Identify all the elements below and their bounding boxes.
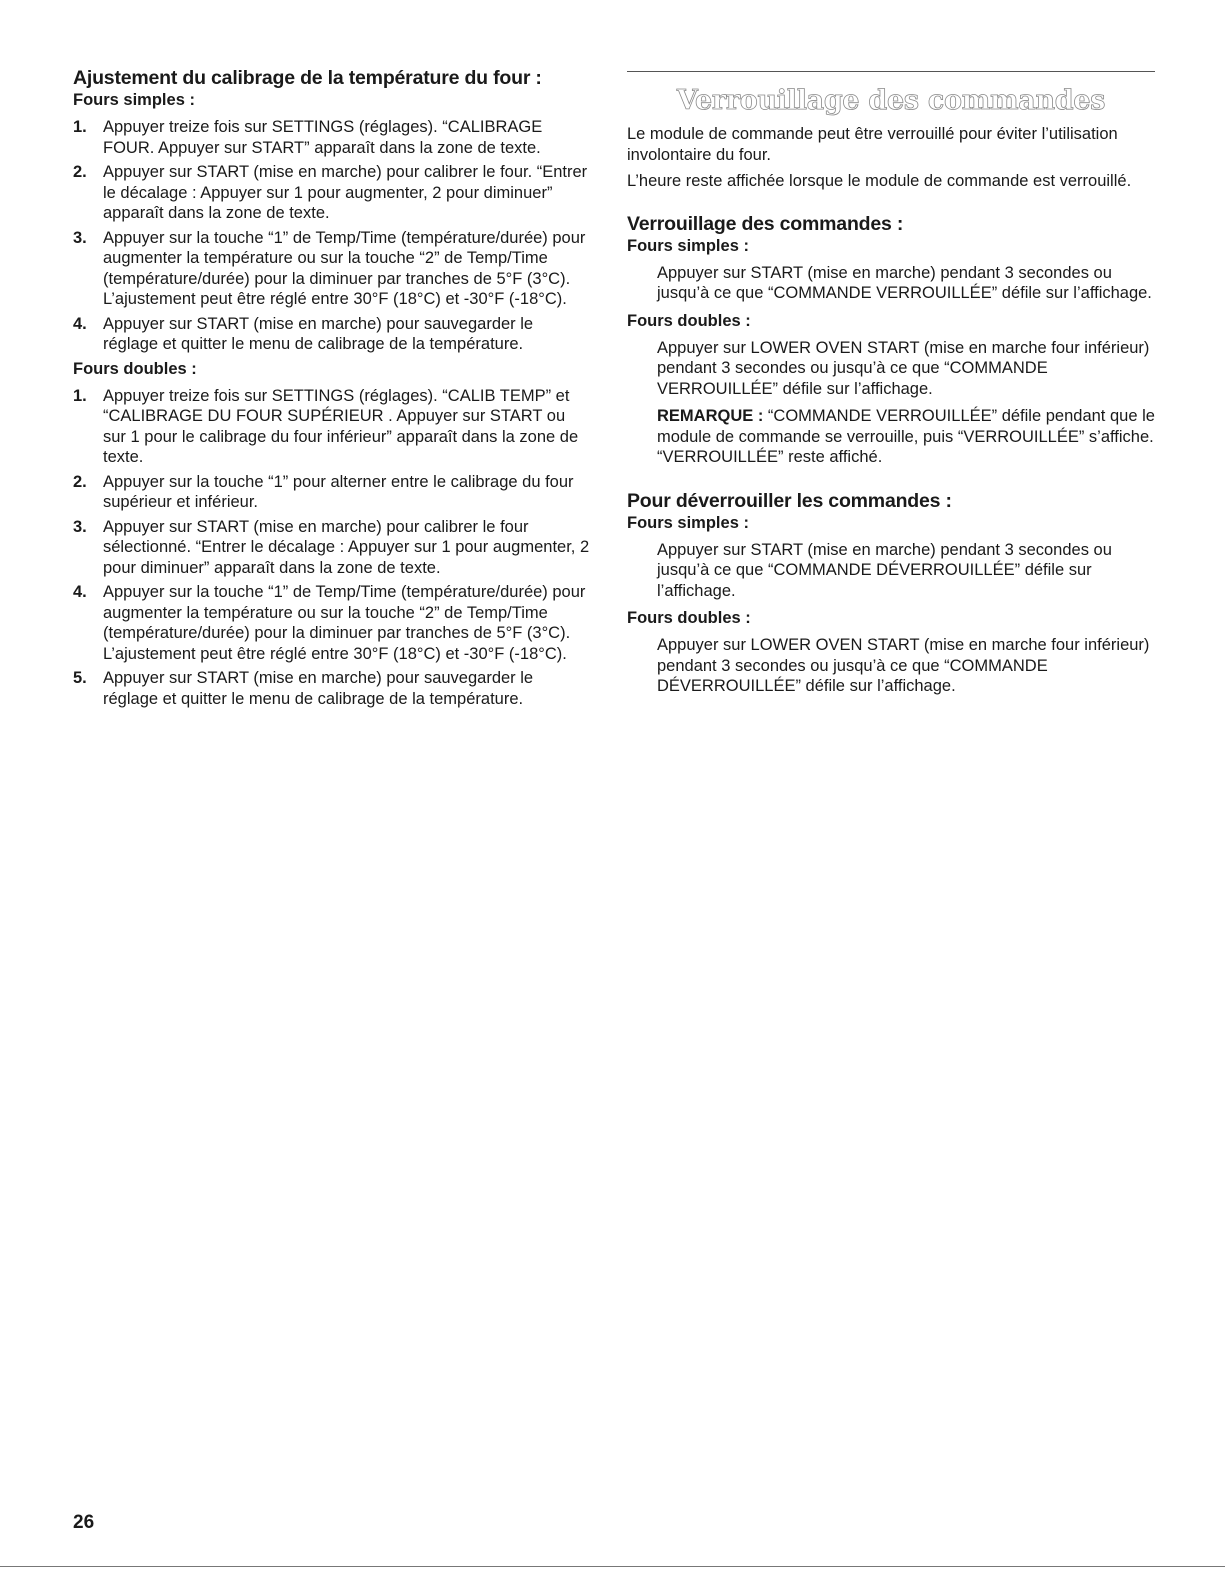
lock-simple-label: Fours simples : (627, 236, 749, 255)
lock-double-label: Fours doubles : (627, 311, 751, 330)
step-number: 2. (73, 163, 87, 181)
section-title: Verrouillage des commandes (676, 85, 1106, 116)
step-number: 5. (73, 669, 87, 687)
note-text: “COMMANDE VERROUILLÉE” défile pendant que le module de commande se verrouille, puis “VERROUILLÉE” s’affiche. “VERROUILLÉE” reste affiché. (657, 407, 1155, 466)
double-ovens-label: Fours doubles : (73, 359, 197, 378)
left-column (73, 66, 590, 713)
step-text: Appuyer sur la touche “1” de Temp/Time (température/durée) pour augmenter la température ou sur la touche “2” de Temp/Time (température/durée) pour la diminuer par tranches de 5°F (3°C). L’ajustement peut être réglé entre 30°F (18°C) et -30°F (-18°C). (103, 583, 586, 663)
page-bottom-rule (0, 1566, 1225, 1567)
list-item (73, 117, 590, 158)
right-column (627, 71, 1155, 704)
simple-ovens-steps (73, 117, 590, 355)
section-divider (627, 71, 1155, 72)
calibration-heading: Ajustement du calibrage de la température du four : (73, 67, 542, 89)
step-text: Appuyer sur START (mise en marche) pour calibrer le four sélectionné. “Entrer le décalage : Appuyer sur 1 pour augmenter, 2 pour diminuer” apparaît dans la zone de texte. (103, 517, 590, 577)
step-number: 4. (73, 583, 87, 601)
step-text: Appuyer sur la touche “1” pour alterner entre le calibrage du four supérieur et inférieur. (103, 472, 574, 511)
step-text: Appuyer sur START (mise en marche) pour sauvegarder le réglage et quitter le menu de calibrage de la température. (103, 669, 534, 708)
step-text: Appuyer sur START (mise en marche) pour calibrer le four. “Entrer le décalage : Appuyer sur 1 pour augmenter, 2 pour diminuer” apparaît dans la zone de texte. (103, 163, 588, 222)
list-item (73, 582, 590, 664)
list-item (73, 228, 590, 310)
step-number: 2. (73, 472, 87, 491)
step-number: 1. (73, 118, 87, 136)
lock-note (627, 406, 1155, 468)
intro-paragraph: L’heure reste affichée lorsque le module de commande est verrouillé. (627, 172, 1132, 190)
lock-heading: Verrouillage des commandes : (627, 212, 904, 235)
step-text: Appuyer treize fois sur SETTINGS (réglages). “CALIBRAGE FOUR. Appuyer sur START” apparaît dans la zone de texte. (103, 118, 543, 157)
step-number: 3. (73, 228, 87, 247)
step-number: 4. (73, 314, 87, 333)
note-label: REMARQUE : (657, 407, 764, 425)
simple-ovens-label: Fours simples : (73, 91, 195, 109)
step-text: Appuyer treize fois sur SETTINGS (réglages). “CALIB TEMP” et “CALIBRAGE DU FOUR SUPÉRIEUR . Appuyer sur START ou sur 1 pour le calibrage du four inférieur” apparaît dans la zone de texte. (103, 386, 579, 466)
list-item (73, 472, 590, 513)
intro-paragraph: Le module de commande peut être verrouillé pour éviter l’utilisation involontaire du four. (627, 125, 1118, 164)
page-number: 26 (73, 1512, 95, 1533)
list-item (73, 517, 590, 579)
step-text: Appuyer sur la touche “1” de Temp/Time (température/durée) pour augmenter la température ou sur la touche “2” de Temp/Time (température/durée) pour la diminuer par tranches de 5°F (3°C). L’ajustement peut être réglé entre 30°F (18°C) et -30°F (-18°C). (103, 228, 586, 308)
unlock-double-text: Appuyer sur LOWER OVEN START (mise en marche four inférieur) pendant 3 secondes ou jusqu’à ce que “COMMANDE DÉVERROUILLÉE” défile sur l’affichage. (657, 636, 1150, 695)
double-ovens-steps (73, 386, 590, 710)
unlock-double-label: Fours doubles : (627, 609, 751, 627)
lock-double-text: Appuyer sur LOWER OVEN START (mise en marche four inférieur) pendant 3 secondes ou jusqu’à ce que “COMMANDE VERROUILLÉE” défile sur l’affichage. (657, 338, 1150, 398)
step-number: 3. (73, 517, 87, 536)
step-number: 1. (73, 386, 87, 405)
unlock-simple-text: Appuyer sur START (mise en marche) pendant 3 secondes ou jusqu’à ce que “COMMANDE DÉVERROUILLÉE” défile sur l’affichage. (657, 540, 1112, 600)
unlock-heading: Pour déverrouiller les commandes : (627, 489, 952, 512)
step-text: Appuyer sur START (mise en marche) pour sauvegarder le réglage et quitter le menu de calibrage de la température. (103, 314, 534, 353)
list-item (73, 668, 590, 709)
list-item (73, 386, 590, 468)
lock-simple-text: Appuyer sur START (mise en marche) pendant 3 secondes ou jusqu’à ce que “COMMANDE VERROUILLÉE” défile sur l’affichage. (657, 263, 1152, 302)
unlock-simple-label: Fours simples : (627, 513, 749, 532)
list-item (73, 162, 590, 224)
list-item (73, 314, 590, 355)
